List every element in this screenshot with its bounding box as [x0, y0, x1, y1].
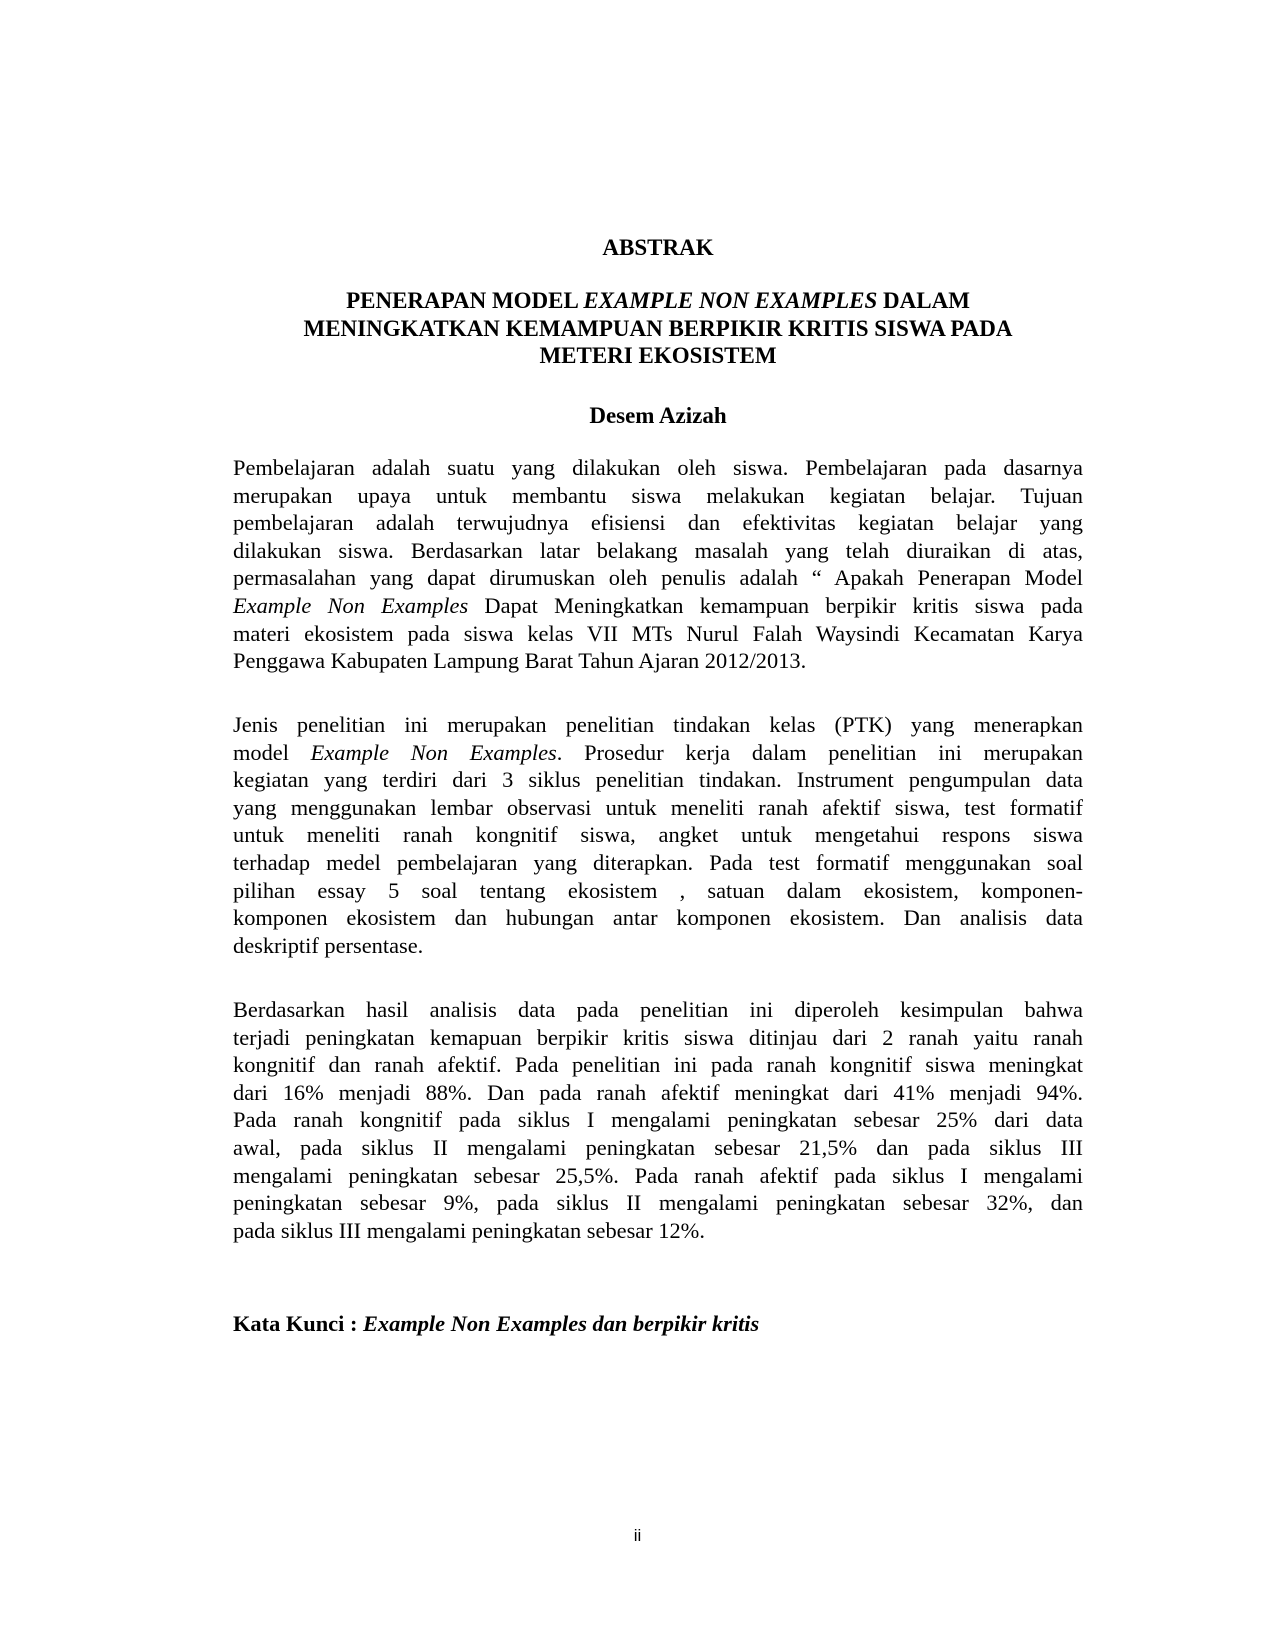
- abstract-paragraph-3: [233, 996, 1083, 1244]
- paragraph-line: terjadi peningkatan kemapuan berpikir kritis siswa ditinjau dari 2 ranah yaitu ranah: [233, 1024, 1083, 1050]
- paragraph-line: kongnitif dan ranah afektif. Pada penelitian ini pada ranah kongnitif siswa meningkat: [233, 1052, 1083, 1078]
- title-line-1-part-a: PENERAPAN MODEL: [346, 288, 584, 313]
- paragraph-line: Jenis penelitian ini merupakan penelitian tindakan kelas (PTK) yang menerapkan: [233, 712, 1083, 737]
- author-name: Desem Azizah: [589, 403, 727, 428]
- page-number: ii: [633, 1526, 642, 1545]
- title-line-1-italic: EXAMPLE NON EXAMPLES: [583, 288, 878, 313]
- paragraph-line: kegiatan yang terdiri dari 3 siklus penelitian tindakan. Instrument pengumpulan data: [233, 767, 1083, 793]
- paragraph-line: dari 16% menjadi 88%. Dan pada ranah afektif meningkat dari 41% menjadi 94%.: [233, 1079, 1083, 1105]
- paragraph-line-rest: Dapat Meningkatkan kemampuan berpikir kritis siswa pada: [468, 592, 1083, 618]
- paragraph-line: Pada ranah kongnitif pada siklus I mengalami peningkatan sebesar 25% dari data: [233, 1107, 1083, 1133]
- paragraph-line: terhadap medel pembelajaran yang diterapkan. Pada test formatif menggunakan soal: [233, 849, 1083, 875]
- paragraph-line: awal, pada siklus II mengalami peningkatan sebesar 21,5% dan pada siklus III: [233, 1134, 1083, 1160]
- paragraph-line: Berdasarkan hasil analisis data pada penelitian ini diperoleh kesimpulan bahwa: [233, 997, 1083, 1022]
- italic-term: Example Non Examples: [233, 592, 469, 618]
- abstract-paragraph-1: [233, 454, 1083, 675]
- keywords-label: Kata Kunci :: [233, 1311, 363, 1336]
- paragraph-line: [233, 739, 1083, 767]
- paragraph-line: pilihan essay 5 soal tentang ekosistem , satuan dalam ekosistem, komponen-: [233, 877, 1083, 903]
- title-line-1: [233, 287, 1083, 315]
- paragraph-line: materi ekosistem pada siswa kelas VII MTs Nurul Falah Waysindi Kecamatan Karya: [233, 620, 1083, 646]
- paragraph-line: mengalami peningkatan sebesar 25,5%. Pada ranah afektif pada siklus I mengalami: [233, 1162, 1083, 1188]
- title-line-2: MENINGKATKAN KEMAMPUAN BERPIKIR KRITIS SISWA PADA: [303, 315, 1013, 341]
- paragraph-line-part-a: model: [233, 739, 311, 765]
- paragraph-line: pada siklus III mengalami peningkatan sebesar 12%.: [233, 1217, 705, 1243]
- paragraph-line: merupakan upaya untuk membantu siswa melakukan kegiatan belajar. Tujuan: [233, 482, 1083, 508]
- title-line-1-part-b: DALAM: [877, 288, 970, 313]
- paragraph-line-part-b: . Prosedur kerja dalam penelitian ini merupakan: [556, 739, 1083, 765]
- paragraph-line: komponen ekosistem dan hubungan antar komponen ekosistem. Dan analisis data: [233, 905, 1083, 931]
- paragraph-line: pembelajaran adalah terwujudnya efisiensi dan efektivitas kegiatan belajar yang: [233, 510, 1083, 536]
- paragraph-line: peningkatan sebesar 9%, pada siklus II mengalami peningkatan sebesar 32%, dan: [233, 1190, 1083, 1216]
- thesis-title: [233, 287, 1083, 370]
- paragraph-line: Penggawa Kabupaten Lampung Barat Tahun Ajaran 2012/2013.: [233, 648, 807, 674]
- italic-term: Example Non Examples: [310, 739, 557, 765]
- paragraph-line: untuk meneliti ranah kongnitif siswa, angket untuk mengetahui respons siswa: [233, 822, 1083, 848]
- paragraph-line: deskriptif persentase.: [233, 932, 424, 958]
- paragraph-line: permasalahan yang dapat dirumuskan oleh penulis adalah “ Apakah Penerapan Model: [233, 565, 1083, 591]
- title-line-3: METERI EKOSISTEM: [539, 343, 777, 368]
- paragraph-line: yang menggunakan lembar observasi untuk meneliti ranah afektif siswa, test formatif: [233, 794, 1083, 820]
- paragraph-line: dilakukan siswa. Berdasarkan latar belakang masalah yang telah diuraikan di atas,: [233, 537, 1083, 563]
- abstract-heading: ABSTRAK: [602, 235, 714, 260]
- keywords-text: Example Non Examples dan berpikir kritis: [363, 1311, 760, 1336]
- paragraph-line: Pembelajaran adalah suatu yang dilakukan oleh siswa. Pembelajaran pada dasarnya: [233, 455, 1083, 480]
- abstract-paragraph-2: [233, 711, 1083, 959]
- keywords: [233, 1310, 759, 1337]
- paragraph-line: [233, 592, 1083, 620]
